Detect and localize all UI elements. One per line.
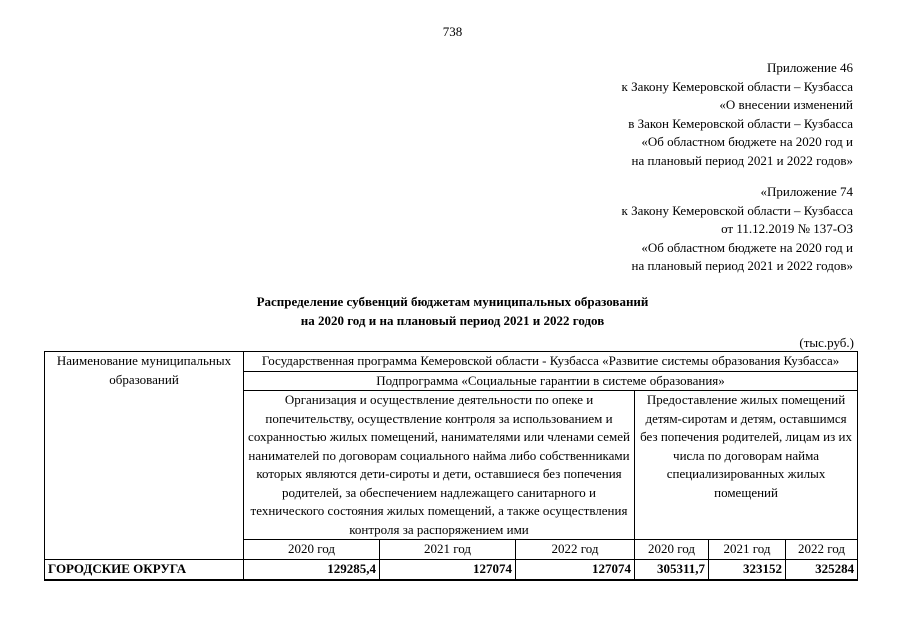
appendix-74-block	[622, 183, 854, 276]
year-header: 2021 год	[380, 540, 516, 560]
document-title	[0, 292, 905, 330]
appendix-46-line: к Закону Кемеровской области – Кузбасса	[621, 78, 853, 94]
year-header: 2020 год	[244, 540, 380, 560]
program-header: Государственная программа Кемеровской области - Кузбасса «Развитие системы образования Кузбасса»	[244, 352, 858, 372]
subventions-table	[44, 351, 858, 581]
appendix-46-line: в Закон Кемеровской области – Кузбасса	[628, 115, 853, 131]
activity-housing-header: Предоставление жилых помещений детям-сиротам и детям, оставшимся без попечения родителей, лицам из их числа по договорам найма специализированных жилых помещений	[635, 391, 858, 540]
document-title-line: на 2020 год и на плановый период 2021 и 2022 годов	[300, 313, 605, 328]
value-cell: 325284	[786, 559, 858, 580]
row-name-cell: ГОРОДСКИЕ ОКРУГА	[45, 559, 244, 580]
appendix-46-line: Приложение 46	[766, 60, 853, 75]
appendix-74-line: к Закону Кемеровской области – Кузбасса	[621, 202, 853, 218]
value-cell: 127074	[516, 559, 635, 580]
value-cell: 127074	[380, 559, 516, 580]
appendix-74-line: «Приложение 74	[760, 184, 853, 199]
year-header: 2022 год	[516, 540, 635, 560]
value-cell: 305311,7	[635, 559, 709, 580]
appendix-74-line: на плановый период 2021 и 2022 годов»	[631, 258, 853, 274]
value-cell: 323152	[709, 559, 786, 580]
appendix-74-line: от 11.12.2019 № 137-ОЗ	[721, 221, 853, 237]
value-cell: 129285,4	[244, 559, 380, 580]
year-header: 2021 год	[709, 540, 786, 560]
appendix-46-block	[622, 59, 854, 171]
units-label: (тыс.руб.)	[799, 335, 854, 350]
appendix-46-line: на плановый период 2021 и 2022 годов»	[631, 152, 853, 168]
page-number: 738	[442, 24, 463, 39]
document-title-line: Распределение субвенций бюджетам муниципальных образований	[256, 294, 649, 309]
table-row	[45, 559, 858, 580]
year-header: 2020 год	[635, 540, 709, 560]
appendix-46-line: «О внесении изменений	[719, 97, 853, 113]
header-row-program	[45, 352, 858, 372]
subprogram-header: Подпрограмма «Социальные гарантии в системе образования»	[244, 371, 858, 391]
appendix-74-line: «Об областном бюджете на 2020 год и	[641, 239, 853, 255]
activity-guardianship-header: Организация и осуществление деятельности по опеке и попечительству, осуществление контроля за использованием и сохранностью жилых помещений, нанимателями или членами семей нанимателей по договорам социального найма либо собственниками которых являются дети-сироты и дети, оставшиеся без попечения родителей, за обеспечением надлежащего санитарного и технического состояния жилых помещений, а также осуществления контроля за распоряжением ими	[244, 391, 635, 540]
appendix-46-line: «Об областном бюджете на 2020 год и	[641, 134, 853, 150]
name-column-header: Наименование муниципальных образований	[45, 352, 244, 560]
year-header: 2022 год	[786, 540, 858, 560]
